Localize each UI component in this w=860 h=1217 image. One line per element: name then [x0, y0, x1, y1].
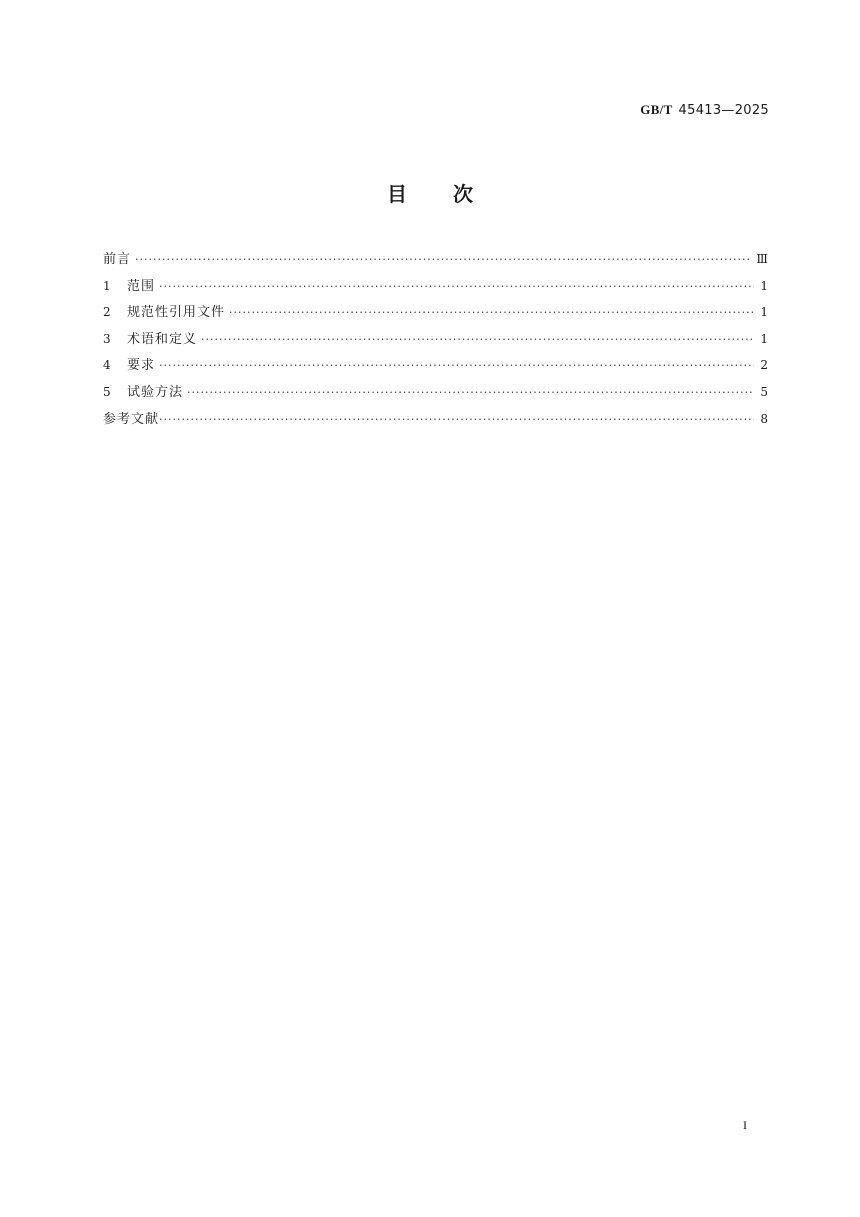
toc-entry-number: 5 [103, 384, 111, 399]
toc-entry-test-methods[interactable] [103, 381, 768, 408]
toc-entry-page: 2 [760, 358, 768, 373]
toc-entry-scope[interactable] [103, 275, 768, 302]
toc-entry-requirements[interactable] [103, 354, 768, 381]
toc-entry-page: 1 [760, 305, 768, 320]
toc-entry-label: 参考文献 [103, 411, 160, 427]
toc-entry-bibliography[interactable] [103, 408, 768, 435]
toc-entry-label: 要求 [127, 358, 156, 374]
toc-entry-number: 1 [103, 278, 111, 293]
toc-dot-leader [229, 306, 754, 319]
toc-dot-leader [201, 333, 754, 346]
toc-dot-leader [135, 253, 752, 266]
toc-entry-number: 2 [103, 305, 111, 320]
toc-entry-number: 4 [103, 358, 111, 373]
document-code [640, 102, 769, 118]
toc-list [103, 248, 768, 434]
toc-dot-leader [159, 359, 754, 372]
toc-dot-leader [159, 413, 754, 426]
document-code-prefix: GB/T [640, 102, 673, 117]
toc-entry-label: 范围 [127, 278, 156, 294]
toc-entry-label: 前言 [103, 252, 132, 267]
toc-title: 目次 [387, 182, 519, 206]
toc-entry-label: 规范性引用文件 [127, 305, 226, 321]
toc-entry-page: 1 [760, 278, 768, 293]
toc-entry-number: 3 [103, 331, 111, 346]
toc-entry-normative-references[interactable] [103, 301, 768, 328]
page-number: I [743, 1118, 747, 1132]
toc-entry-page: Ⅲ [756, 252, 768, 266]
toc-entry-label: 试验方法 [127, 384, 184, 400]
toc-entry-page: 1 [760, 331, 768, 346]
toc-entry-terms-definitions[interactable] [103, 328, 768, 355]
toc-entry-label: 术语和定义 [127, 331, 198, 347]
document-code-number: 45413—2025 [678, 103, 769, 118]
toc-dot-leader [187, 386, 754, 399]
toc-entry-foreword[interactable] [103, 248, 768, 275]
toc-dot-leader [159, 280, 754, 293]
toc-entry-page: 5 [760, 384, 768, 399]
toc-entry-page: 8 [760, 411, 768, 426]
